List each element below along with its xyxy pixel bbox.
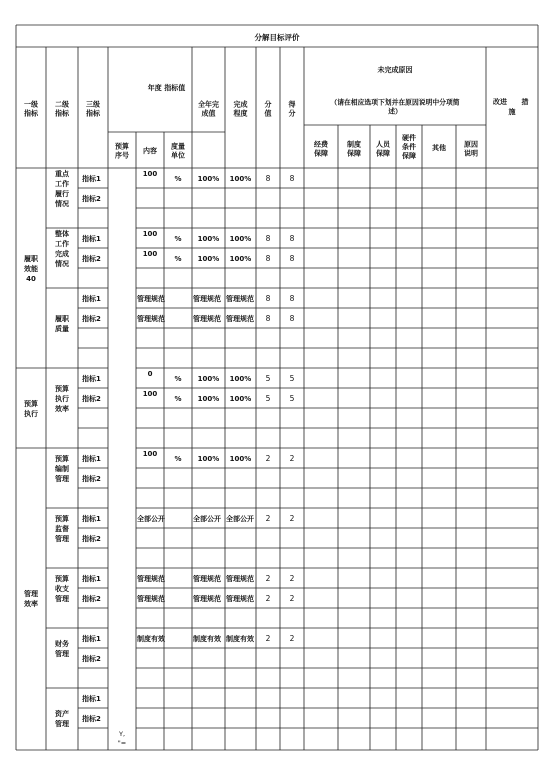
group-name: 履职 — [55, 315, 69, 323]
group-name: 工作 — [55, 180, 69, 188]
got-score-value: 2 — [289, 634, 295, 643]
header-level2: 二级 — [55, 100, 69, 109]
header-reason-staff: 人员 — [376, 140, 390, 149]
indicator-label: 指标2 — [82, 595, 101, 603]
score-value: 8 — [265, 314, 271, 323]
header-reason-funds: 保障 — [314, 149, 328, 158]
full-year-value: 100% — [197, 455, 220, 463]
indicator-label: 指标1 — [82, 635, 101, 643]
header-budget-seq: 序号 — [115, 151, 129, 160]
group-name: 预算 — [55, 385, 69, 393]
indicator-label: 指标2 — [82, 395, 101, 403]
full-year-value: 100% — [197, 175, 220, 183]
table-title: 分解目标评价 — [254, 33, 300, 42]
indicator-label: 指标2 — [82, 535, 101, 543]
header-full-year: 成值 — [201, 109, 216, 118]
target-content: 0 — [147, 370, 153, 378]
got-score-value: 8 — [289, 314, 295, 323]
header-unit: 单位 — [171, 151, 185, 160]
completion-value: 100% — [229, 235, 252, 243]
target-content: 100 — [142, 250, 158, 258]
indicator-label: 指标1 — [82, 515, 101, 523]
target-content: 全部公开 — [137, 515, 165, 523]
header-annual-target: 年度 指标值 — [147, 84, 186, 92]
target-content: 管理规范 — [137, 315, 165, 323]
score-value: 2 — [265, 514, 271, 523]
group-name: 监督 — [55, 525, 69, 533]
group-name: 工作 — [55, 240, 69, 248]
header-level3: 三级 — [86, 100, 100, 109]
indicator-label: 指标2 — [82, 475, 101, 483]
target-unit: % — [174, 375, 182, 383]
got-score-value: 8 — [289, 294, 295, 303]
got-score-value: 5 — [289, 374, 295, 383]
score-value: 8 — [265, 294, 271, 303]
indicator-label: 指标2 — [82, 195, 101, 203]
header-improve: 措 — [521, 98, 529, 106]
indicator-label: 指标1 — [82, 175, 101, 183]
section-name: 履职 — [24, 255, 38, 263]
header-got: 得 — [288, 100, 296, 109]
header-score: 值 — [264, 109, 272, 118]
target-unit: % — [174, 395, 182, 403]
group-name: 管理 — [55, 650, 69, 658]
header-reason-system: 保障 — [347, 149, 361, 158]
got-score-value: 2 — [289, 574, 295, 583]
target-content: 100 — [142, 450, 158, 458]
got-score-value: 8 — [289, 254, 295, 263]
indicator-label: 指标2 — [82, 315, 101, 323]
target-content: 100 — [142, 390, 158, 398]
section-name: 执行 — [24, 410, 38, 418]
completion-value: 全部公开 — [226, 515, 254, 523]
full-year-value: 管理规范 — [193, 295, 221, 303]
indicator-label: 指标1 — [82, 295, 101, 303]
group-name: 整体 — [55, 230, 69, 238]
group-name: 完成 — [55, 250, 69, 258]
score-value: 5 — [265, 394, 271, 403]
header-reason-hardware: 硬件 — [402, 134, 416, 142]
header-full-year: 全年完 — [198, 100, 219, 109]
header-level1: 一级 — [24, 100, 38, 109]
indicator-label: 指标1 — [82, 235, 101, 243]
got-score-value: 8 — [289, 174, 295, 183]
full-year-value: 管理规范 — [193, 315, 221, 323]
header-completion: 程度 — [233, 109, 248, 118]
target-unit: % — [174, 235, 182, 243]
group-name: 质量 — [55, 325, 69, 333]
score-value: 8 — [265, 234, 271, 243]
indicator-label: 指标1 — [82, 695, 101, 703]
header-score: 分 — [264, 100, 272, 109]
completion-value: 管理规范 — [226, 295, 254, 303]
header-reason-system: 制度 — [347, 140, 361, 149]
group-name: 编制 — [55, 465, 69, 473]
completion-value: 100% — [229, 175, 252, 183]
group-name: 管理 — [55, 595, 69, 603]
got-score-value: 2 — [289, 514, 295, 523]
got-score-value: 2 — [289, 594, 295, 603]
target-content: 制度有效 — [137, 635, 165, 643]
header-level1: 指标 — [24, 109, 38, 118]
score-value: 2 — [265, 574, 271, 583]
group-name: 管理 — [55, 475, 69, 483]
header-unfinished: 未完成原因 — [377, 66, 413, 74]
header-reason-staff: 保障 — [376, 149, 390, 158]
header-reason-hardware: 保障 — [402, 152, 416, 160]
header-content: 内容 — [143, 147, 157, 155]
full-year-value: 制度有效 — [193, 635, 221, 643]
footnote-mark: Y, — [118, 730, 126, 738]
score-value: 2 — [265, 634, 271, 643]
header-reason-funds: 经费 — [314, 140, 328, 149]
completion-value: 制度有效 — [226, 635, 254, 643]
score-value: 8 — [265, 174, 271, 183]
full-year-value: 100% — [197, 255, 220, 263]
target-unit: % — [174, 255, 182, 263]
header-reason-explain: 原因 — [464, 140, 478, 149]
footnote-mark: "= — [117, 739, 127, 747]
header-level2: 指标 — [55, 109, 69, 118]
target-content: 管理规范 — [137, 295, 165, 303]
header-got: 分 — [288, 109, 296, 118]
target-unit: % — [174, 175, 182, 183]
score-value: 8 — [265, 254, 271, 263]
target-content: 管理规范 — [137, 575, 165, 583]
completion-value: 管理规范 — [226, 595, 254, 603]
got-score-value: 2 — [289, 454, 295, 463]
group-name: 履行 — [55, 190, 69, 198]
indicator-label: 指标2 — [82, 715, 101, 723]
target-content: 100 — [142, 170, 158, 178]
indicator-label: 指标1 — [82, 375, 101, 383]
section-name: 管理 — [24, 590, 38, 598]
header-level3: 指标 — [86, 109, 100, 118]
header-reason-other: 其他 — [432, 144, 446, 152]
score-value: 2 — [265, 454, 271, 463]
score-value: 5 — [265, 374, 271, 383]
group-name: 管理 — [55, 535, 69, 543]
full-year-value: 管理规范 — [193, 595, 221, 603]
completion-value: 管理规范 — [226, 575, 254, 583]
group-name: 情况 — [55, 200, 69, 208]
section-name: 预算 — [24, 400, 38, 408]
group-name: 预算 — [55, 575, 69, 583]
indicator-label: 指标2 — [82, 255, 101, 263]
group-name: 预算 — [55, 515, 69, 523]
group-name: 情况 — [55, 260, 69, 268]
header-reason-hardware: 条件 — [402, 143, 416, 151]
group-name: 管理 — [55, 720, 69, 728]
score-value: 2 — [265, 594, 271, 603]
header-reason-explain: 说明 — [464, 149, 478, 158]
group-name: 预算 — [55, 455, 69, 463]
full-year-value: 100% — [197, 235, 220, 243]
indicator-label: 指标2 — [82, 655, 101, 663]
got-score-value: 5 — [289, 394, 295, 403]
completion-value: 100% — [229, 255, 252, 263]
header-improve: 施 — [508, 108, 516, 116]
target-content: 100 — [142, 230, 158, 238]
header-budget-seq: 预算 — [115, 142, 129, 151]
header-unfinished-note: 述） — [388, 107, 402, 116]
full-year-value: 管理规范 — [193, 575, 221, 583]
header-unfinished-note: （请在相应选项下划并在原因说明中分项简 — [330, 98, 460, 107]
completion-value: 100% — [229, 455, 252, 463]
indicator-label: 指标1 — [82, 455, 101, 463]
full-year-value: 100% — [197, 395, 220, 403]
section-name: 40 — [26, 275, 36, 283]
completion-value: 100% — [229, 395, 252, 403]
header-improve: 改进 — [493, 98, 507, 106]
completion-value: 管理规范 — [226, 315, 254, 323]
full-year-value: 全部公开 — [193, 515, 221, 523]
group-name: 资产 — [55, 710, 69, 718]
group-name: 重点 — [55, 170, 69, 178]
got-score-value: 8 — [289, 234, 295, 243]
header-unit: 度量 — [171, 142, 185, 151]
group-name: 效率 — [55, 405, 69, 413]
section-name: 效率 — [24, 600, 38, 608]
section-name: 效能 — [24, 265, 38, 273]
header-completion: 完成 — [233, 100, 248, 109]
target-content: 管理规范 — [137, 595, 165, 603]
indicator-label: 指标1 — [82, 575, 101, 583]
group-name: 执行 — [55, 395, 69, 403]
completion-value: 100% — [229, 375, 252, 383]
cell-texts — [23, 32, 529, 747]
target-unit: % — [174, 455, 182, 463]
full-year-value: 100% — [197, 375, 220, 383]
group-name: 财务 — [55, 640, 69, 648]
group-name: 收支 — [55, 585, 69, 593]
